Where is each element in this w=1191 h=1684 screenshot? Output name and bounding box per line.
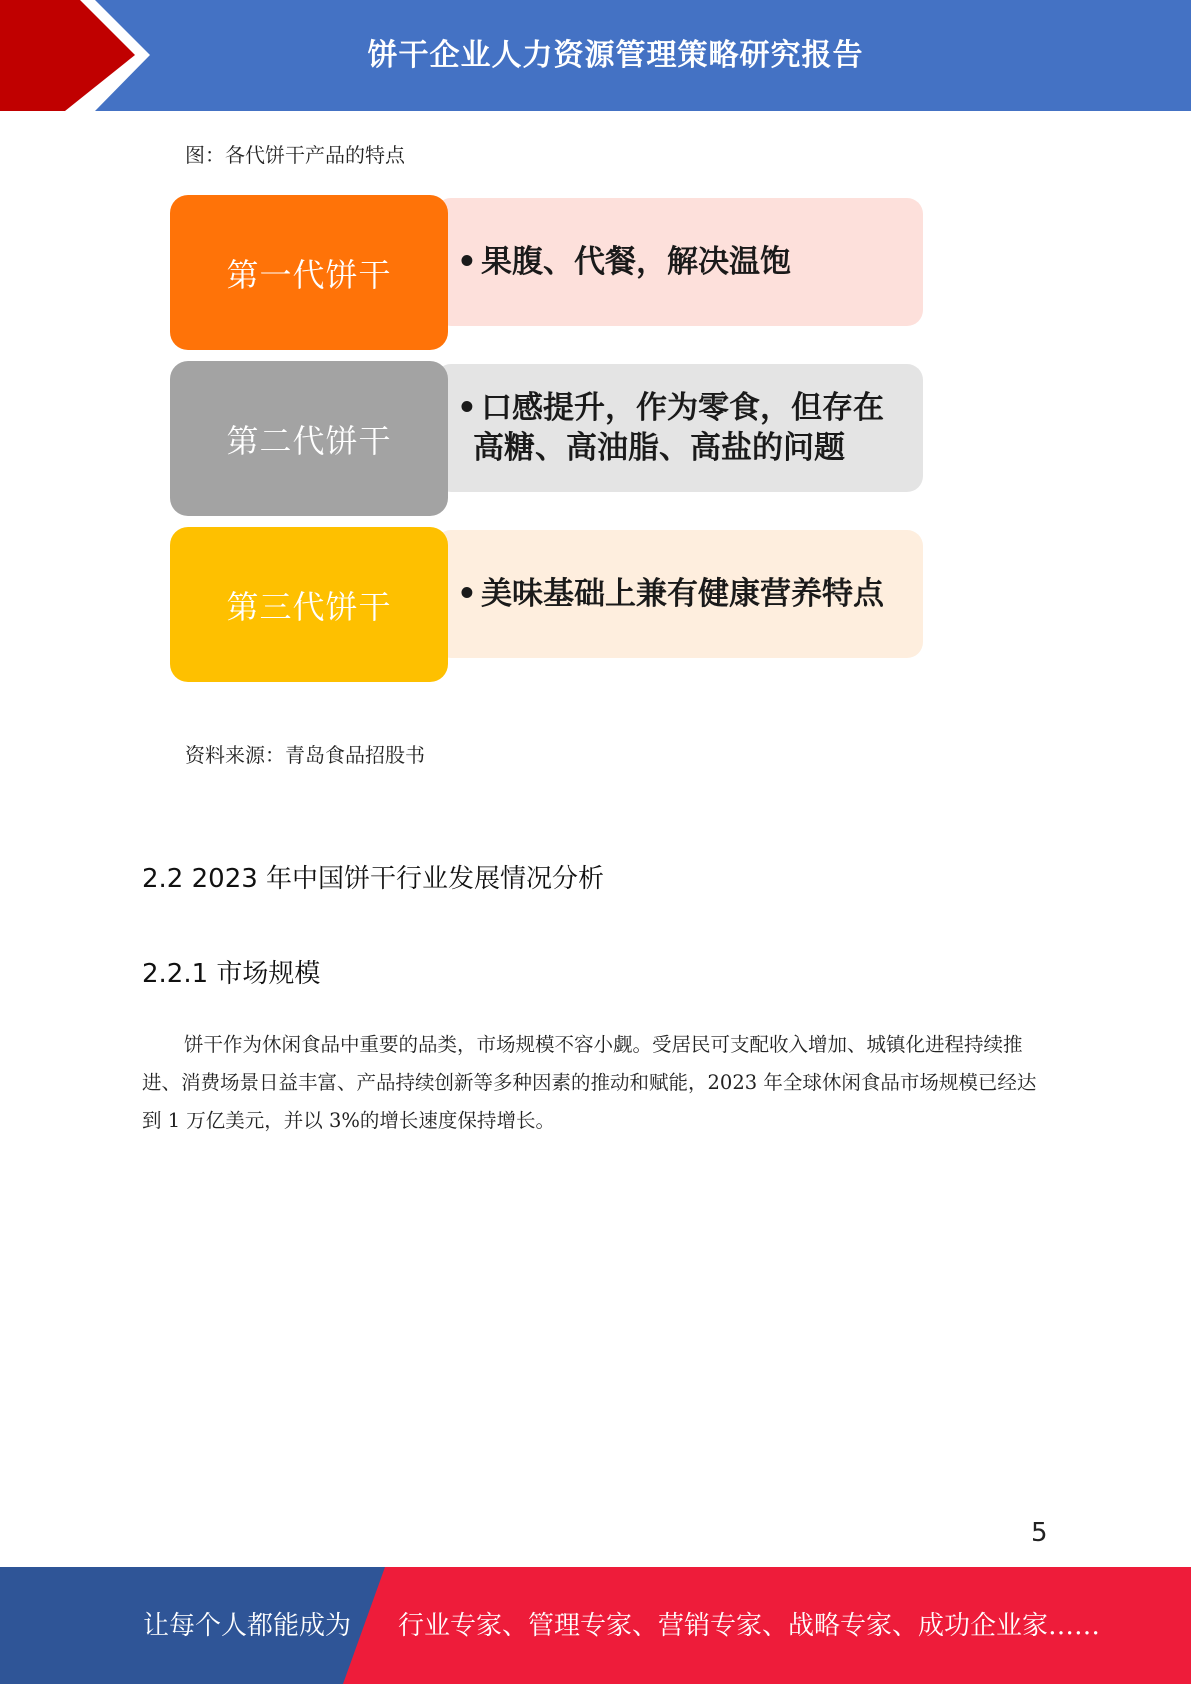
generation-label-text: 第二代饼干 xyxy=(226,421,392,460)
bullet-icon: • xyxy=(457,244,477,280)
report-title: 饼干企业人力资源管理策略研究报告 xyxy=(367,38,864,73)
bullet-icon: • xyxy=(457,576,477,612)
generation-description-text: 高糖、高油脂、高盐的问题 xyxy=(473,430,845,466)
generation-label xyxy=(170,527,448,682)
generation-row-1 xyxy=(165,185,965,345)
generation-label-text: 第一代饼干 xyxy=(226,255,392,294)
subsection-heading: 2.2.1 市场规模 xyxy=(142,959,321,989)
bullet-icon: • xyxy=(457,390,477,426)
section-heading: 2.2 2023 年中国饼干行业发展情况分析 xyxy=(142,864,605,894)
generation-description xyxy=(435,364,923,492)
figure-source: 资料来源：青岛食品招股书 xyxy=(185,743,425,767)
generation-label xyxy=(170,195,448,350)
generation-row-3 xyxy=(165,517,965,677)
figure-caption: 图：各代饼干产品的特点 xyxy=(185,143,405,167)
body-paragraph: 饼干作为休闲食品中重要的品类，市场规模不容小觑。受居民可支配收入增加、城镇化进程持续推进、消费场景日益丰富、产品持续创新等多种因素的推动和赋能，2023 年全球休闲食品市场规模已经达到 1 万亿美元，并以 3%的增长速度保持增长。 xyxy=(142,1033,1037,1132)
page-number: 5 xyxy=(1031,1518,1048,1548)
biscuit-generations-figure xyxy=(165,185,965,715)
generation-description xyxy=(435,198,923,326)
generation-description-text: 美味基础上兼有健康营养特点 xyxy=(481,576,884,612)
generation-label-text: 第三代饼干 xyxy=(226,587,392,626)
page-footer xyxy=(0,1567,1191,1684)
page-header xyxy=(0,0,1191,111)
footer-slogan-right: 行业专家、管理专家、营销专家、战略专家、成功企业家…… xyxy=(398,1611,1101,1641)
generation-description-text: 口感提升，作为零食，但存在 xyxy=(481,390,884,426)
generation-description xyxy=(435,530,923,658)
footer-slogan-left: 让每个人都能成为 xyxy=(143,1611,352,1641)
generation-description-text: 果腹、代餐，解决温饱 xyxy=(481,244,791,280)
generation-row-2 xyxy=(165,351,965,511)
generation-label xyxy=(170,361,448,516)
